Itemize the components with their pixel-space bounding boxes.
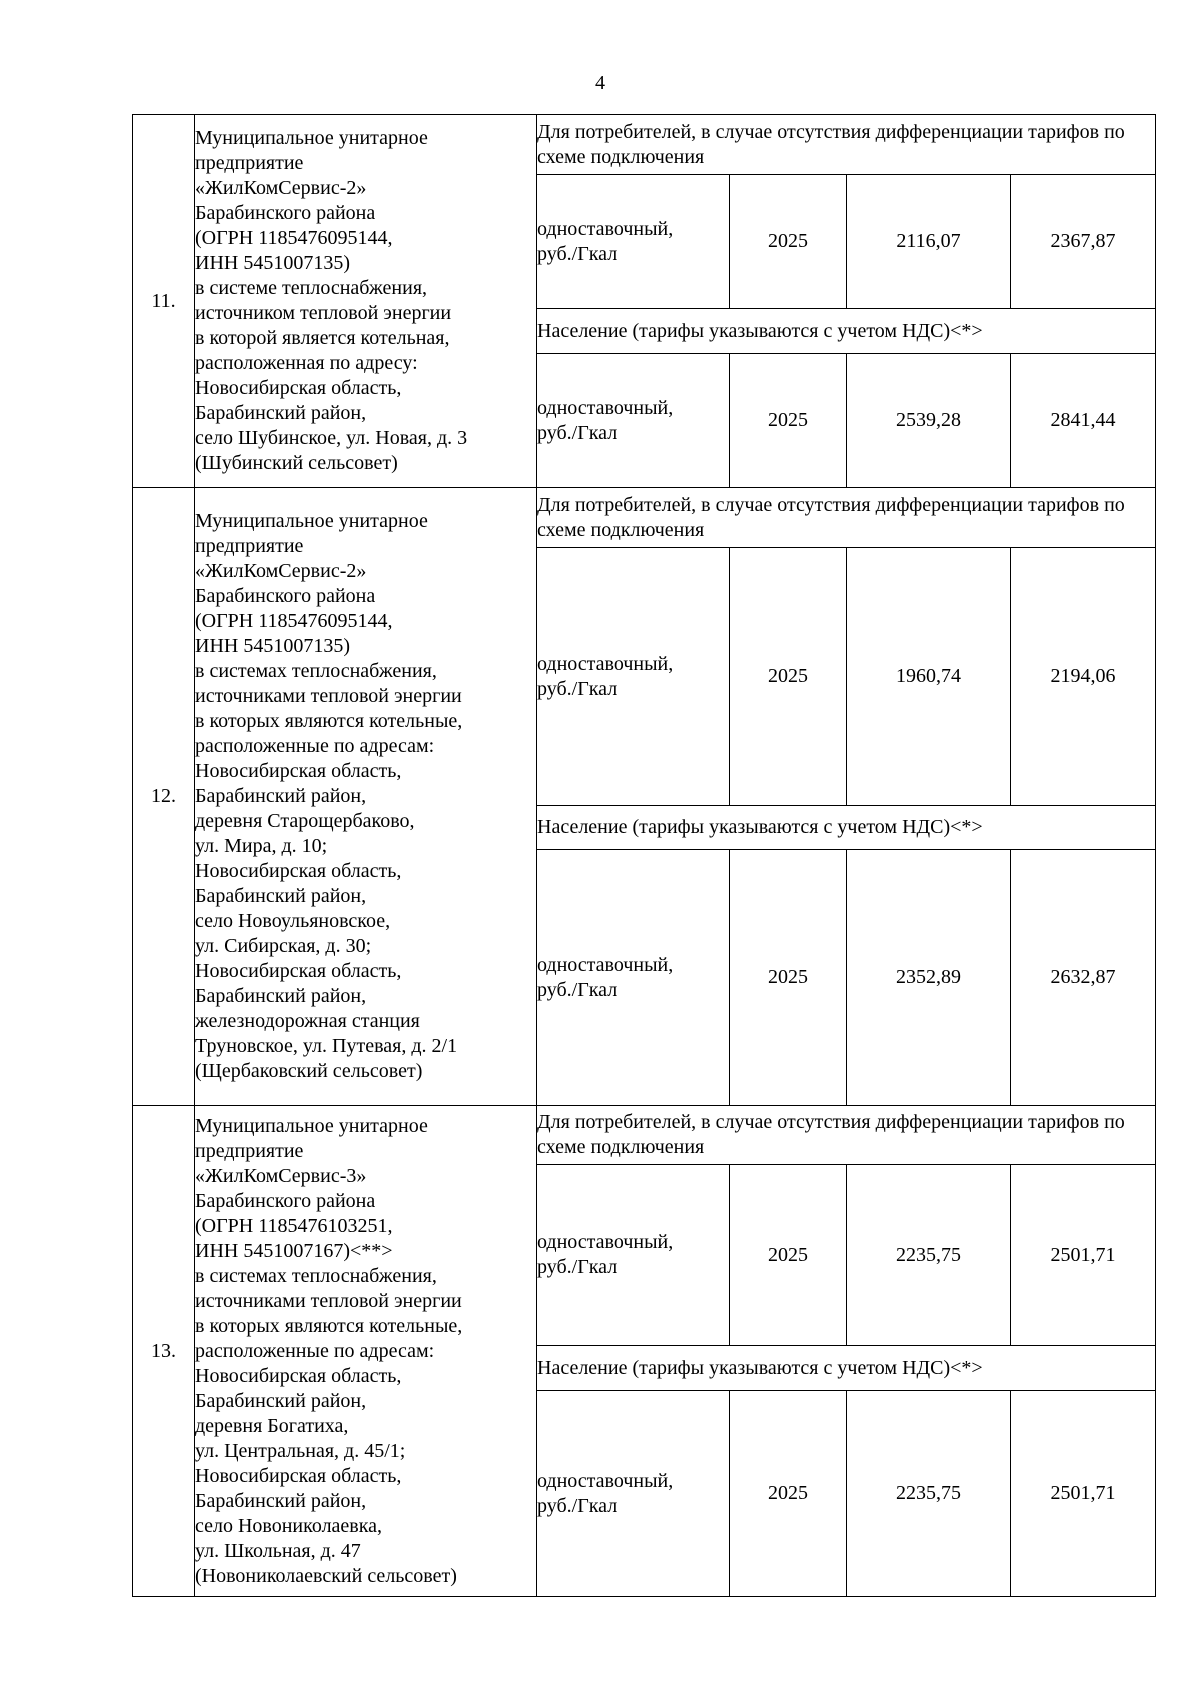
tariff-value-second-half: 2501,71 [1011,1391,1156,1597]
population-header: Население (тарифы указываются с учетом НДС)<*> [537,1346,1156,1391]
tariff-kind: одноставочный, руб./Гкал [537,1391,730,1597]
tariff-value-second-half: 2632,87 [1011,850,1156,1106]
table-row [133,1106,1156,1165]
tariff-value-first-half: 2539,28 [847,354,1011,488]
tariff-value-second-half: 2367,87 [1011,175,1156,309]
population-header: Население (тарифы указываются с учетом НДС)<*> [537,806,1156,850]
row-number: 11. [133,115,195,488]
tariff-value-first-half: 2235,75 [847,1165,1011,1346]
tariff-kind: одноставочный, руб./Гкал [537,175,730,309]
tariff-value-first-half: 2352,89 [847,850,1011,1106]
tariff-value-second-half: 2501,71 [1011,1165,1156,1346]
consumers-header: Для потребителей, в случае отсутствия дифференциации тарифов по схеме подключения [537,488,1156,548]
organization-cell: Муниципальное унитарное предприятие «ЖилКомСервис-3» Барабинского района (ОГРН 1185476103251, ИНН 5451007167)<**> в системах теплоснабжения, источниками тепловой энергии в которых являются котельные, расположенные по адресам: Новосибирская область, Барабинский район, деревня Богатиха, ул. Центральная, д. 45/1; Новосибирская область, Барабинский район, село Новониколаевка, ул. Школьная, д. 47 (Новониколаевский сельсовет) [195,1106,537,1597]
tariff-value-first-half: 2235,75 [847,1391,1011,1597]
tariff-year: 2025 [730,548,847,806]
row-number: 13. [133,1106,195,1597]
tariff-kind: одноставочный, руб./Гкал [537,548,730,806]
tariff-value-first-half: 2116,07 [847,175,1011,309]
tariff-kind: одноставочный, руб./Гкал [537,354,730,488]
tariff-year: 2025 [730,1165,847,1346]
population-header: Население (тарифы указываются с учетом НДС)<*> [537,309,1156,354]
tariff-value-first-half: 1960,74 [847,548,1011,806]
tariff-year: 2025 [730,850,847,1106]
tariff-value-second-half: 2194,06 [1011,548,1156,806]
table-row [133,115,1156,175]
tariff-year: 2025 [730,354,847,488]
consumers-header: Для потребителей, в случае отсутствия дифференциации тарифов по схеме подключения [537,1106,1156,1165]
tariff-year: 2025 [730,175,847,309]
organization-cell: Муниципальное унитарное предприятие «ЖилКомСервис-2» Барабинского района (ОГРН 1185476095144, ИНН 5451007135) в системах теплоснабжения, источниками тепловой энергии в которых являются котельные, расположенные по адресам: Новосибирская область, Барабинский район, деревня Старощербаково, ул. Мира, д. 10; Новосибирская область, Барабинский район, село Новоульяновское, ул. Сибирская, д. 30; Новосибирская область, Барабинский район, железнодорожная станция Труновское, ул. Путевая, д. 2/1 (Щербаковский сельсовет) [195,488,537,1106]
tariff-year: 2025 [730,1391,847,1597]
tariff-kind: одноставочный, руб./Гкал [537,850,730,1106]
page-number: 4 [595,72,605,94]
row-number: 12. [133,488,195,1106]
consumers-header: Для потребителей, в случае отсутствия дифференциации тарифов по схеме подключения [537,115,1156,175]
table-row [133,488,1156,548]
tariff-value-second-half: 2841,44 [1011,354,1156,488]
tariff-kind: одноставочный, руб./Гкал [537,1165,730,1346]
organization-cell: Муниципальное унитарное предприятие «ЖилКомСервис-2» Барабинского района (ОГРН 1185476095144, ИНН 5451007135) в системе теплоснабжения, источником тепловой энергии в которой является котельная, расположенная по адресу: Новосибирская область, Барабинский район, село Шубинское, ул. Новая, д. 3 (Шубинский сельсовет) [195,115,537,488]
tariff-table [132,114,1156,1597]
